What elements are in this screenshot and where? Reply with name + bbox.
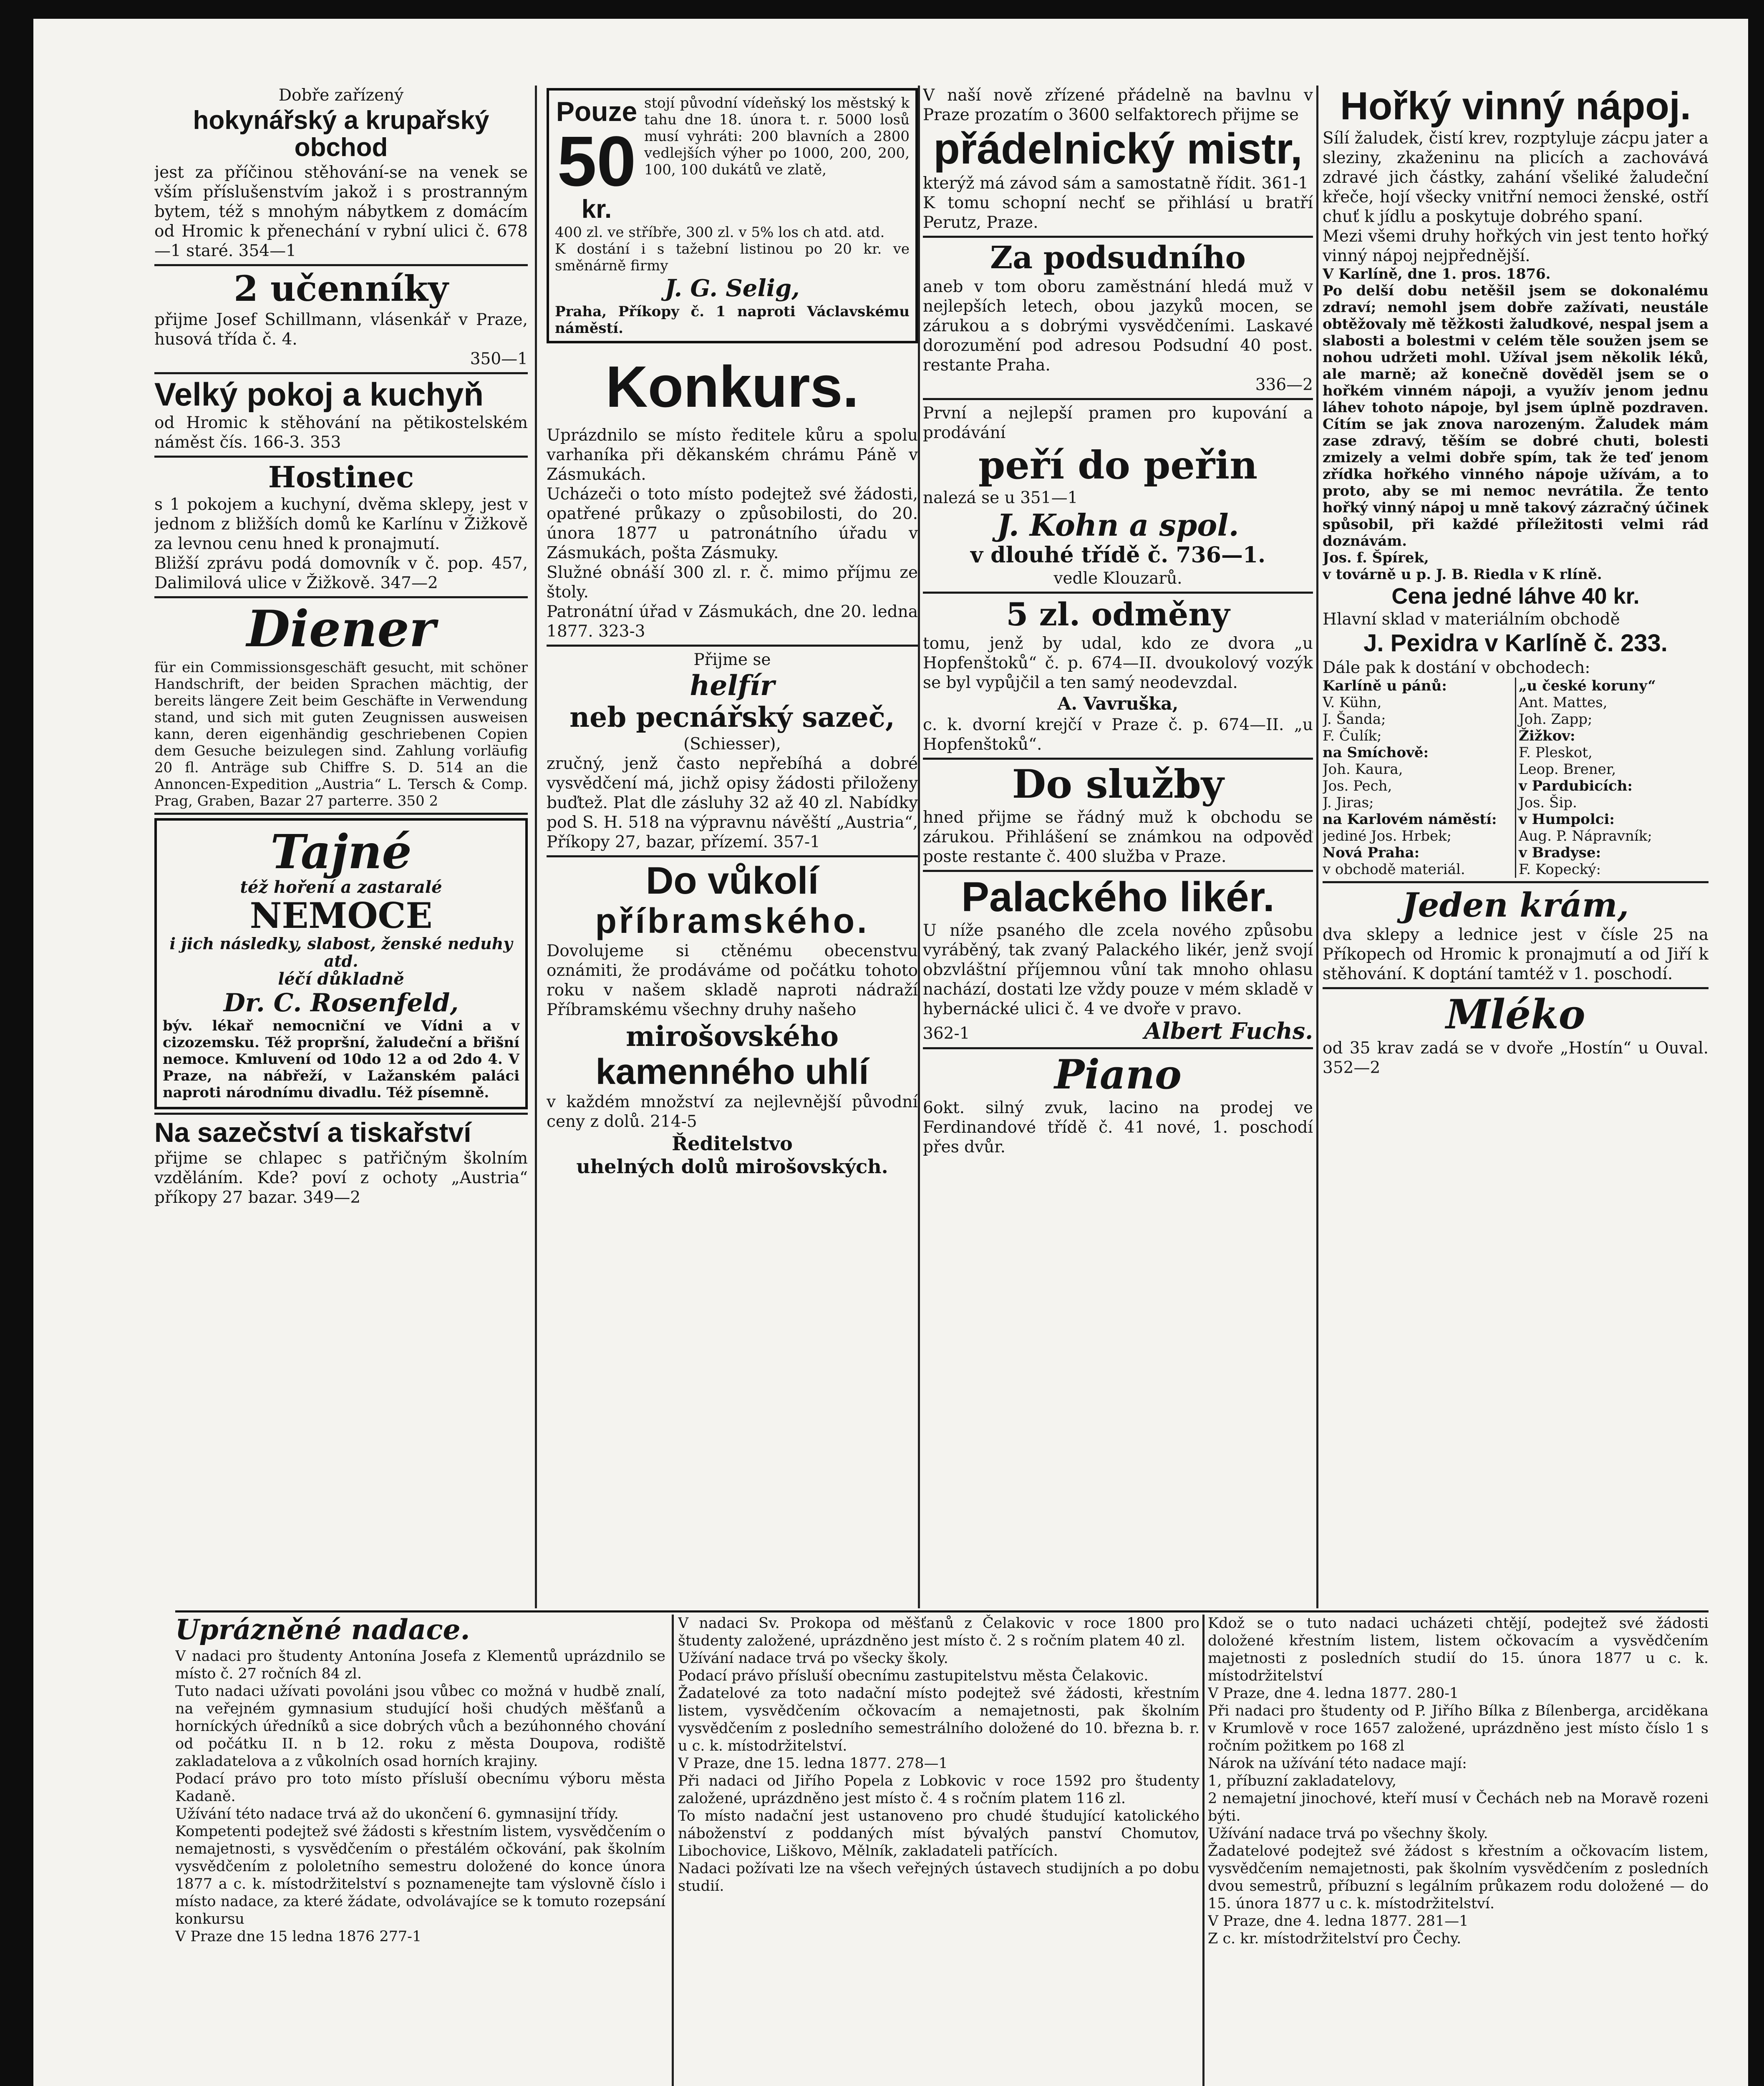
ad-text: vedle Klouzarů. [1053, 569, 1182, 588]
ad-text: V naší nově zřízené přádelně na bavlnu v Praze prozatím o 3600 selfaktorech přijme se [923, 86, 1313, 124]
right-border [1748, 0, 1764, 2086]
ad-headline: Hořký vinný nápoj. [1340, 86, 1691, 128]
nadace-text: Užívání nadace trvá po všecky školy. [678, 1650, 948, 1667]
nadace-column-3 [1208, 1615, 1709, 2086]
ad-peri [923, 403, 1313, 589]
list-item: J. Jiras; [1323, 794, 1374, 811]
ad-number: 350—1 [470, 349, 528, 368]
ad-text: jest za příčinou stěhování-se na venek se vším příslušenstvím jakož i s prostranným bytem, též s mnohým nábytkem z domácím od Hromic k přenechání v rybní ulici č. 678—1 staré. 354—1 [154, 163, 528, 261]
ad-text: Sílí žaludek, čistí krev, rozptyluje zácpu jater a sleziny, zkaženinu na plicích a zachovává zdravé jich částky, zahání všeliké žaludeční křeče, hojí všecky vnitřní nemoci ženské, ostří chuť k jídlu a poskytuje dobrého spaní. [1323, 128, 1709, 226]
seller-list [1323, 678, 1709, 878]
ad-headline: Konkurs. [605, 353, 859, 419]
ad-hokynarsky [154, 86, 528, 261]
ad-text: od 35 krav zadá se v dvoře „Hostín“ u Ouval. 352—2 [1323, 1038, 1709, 1077]
ad-headline: Velký pokoj a kuchyň [154, 375, 484, 413]
ad-signature: Albert Fuchs. [1144, 1018, 1313, 1045]
ad-tajne-nemoce [154, 818, 528, 1109]
ad-text: hned přijme se řádný muž k obchodu se zárukou. Přihlášení se známkou na odpověď poste restante č. 400 služba v Praze. [923, 808, 1313, 867]
nadace-date: V Praze, dne 4. ledna 1877. 281—1 [1208, 1913, 1469, 1930]
ad-ucenniky [154, 270, 528, 368]
ad-number: 336—2 [1255, 375, 1313, 394]
top-border [0, 0, 1764, 19]
nadace-date: V Praze, dne 4. ledna 1877. 280-1 [1208, 1685, 1459, 1702]
column-4 [1323, 86, 1709, 1606]
list-item: F. Kopecký: [1519, 861, 1601, 878]
lottery-price: 50 [557, 122, 636, 201]
ad-text: dva sklepy a lednice jest v čísle 25 na Příkopech od Hromic k pronajmutí a od Jiří k stěhování. K doptání tamtéž v 1. poschodí. [1323, 925, 1709, 984]
nadace-text: 2 nemajetní jinochové, kteří musí v Čechách neb na Moravě rozeni býti. [1208, 1790, 1709, 1824]
ad-text: 6okt. silný zvuk, lacino na prodej ve Ferdinandové třídě č. 41 nové, 1. poschodí přes dvůr. [923, 1098, 1313, 1157]
nadace-signature: Z c. kr. místodržitelství pro Čechy. [1208, 1930, 1462, 1947]
ad-text: Bližší zprávu podá domovník v č. pop. 457, Dalimilová ulice v Žižkově. 347—2 [154, 554, 528, 593]
ad-headline: 2 učenníky [234, 268, 449, 310]
ad-date: V Karlíně, dne 1. pros. 1876. [1323, 265, 1551, 282]
column-rule [535, 86, 537, 1608]
ad-sluzby [923, 763, 1313, 867]
list-item: Karlíně u pánů: [1323, 678, 1447, 695]
ad-address: v dlouhé třídě č. 736—1. [970, 542, 1266, 568]
ad-headline: Hostinec [268, 460, 414, 495]
ad-uhli [547, 861, 918, 1177]
nadace-text: Podací právo přísluší obecnímu zastupitelstvu města Čelakovic. [678, 1668, 1149, 1684]
ad-napoj [1323, 86, 1709, 878]
ad-headline: helfír [690, 669, 775, 702]
ad-firm: J. Kohn a spol. [997, 507, 1239, 543]
ad-text: aneb v tom oboru zaměstnání hledá muž v nejlepších letech, obou jazyků mocen, se zárukou a s dobrými vysvědčeními. Laskavé dorozumění pod adresou Podsudní 40 post. restante Praha. [923, 277, 1313, 375]
ad-helfir [547, 650, 918, 852]
list-item: Aug. P. Nápravník; [1519, 828, 1652, 845]
list-item: F. Pleskot, [1519, 744, 1593, 761]
ad-headline: hokynářský a krupařský obchod [193, 106, 489, 162]
ad-headline: Na sazečství a tiskařství [154, 1116, 471, 1148]
ad-text: K tomu schopní nechť se přihlásí u bratří Perutz, Praze. [923, 194, 1313, 232]
nadace-text: Podací právo pro toto místo přísluší obecnímu výboru města Kadaně. [175, 1770, 665, 1805]
ad-text: kterýž má závod sám a samostatně řídit. 361-1 [923, 174, 1308, 193]
ad-firm: J. G. Selig, [665, 275, 800, 302]
nadace-text: Při nadaci pro študenty od P. Jiřího Bílka z Bílenberga, arciděkana v Krumlově v roce 1657 založené, uprázdněno jest místo číslo 1 s ročním požitkem po 168 zl [1208, 1703, 1709, 1754]
ad-intro: Přijme se [693, 650, 771, 669]
ad-signature: Jos. f. Špírek, [1323, 549, 1429, 566]
column-rule [1316, 86, 1318, 1608]
ad-headline: Za podsudního [990, 240, 1246, 276]
column-2 [547, 86, 918, 1606]
list-item: Joh. Zapp; [1519, 711, 1593, 728]
list-item: na Smíchově: [1323, 744, 1429, 761]
list-item: J. Šanda; [1323, 711, 1386, 728]
seller-list-right [1516, 678, 1709, 878]
ad-text: stojí původní vídeňský los městský k tahu dne 18. února t. r. 5000 losů musí vyhráti: 200 blavních a 2800 vedlejších výher po 1000, 200, 200, 100, 100 dukátů ve zlatě, [644, 95, 910, 178]
lottery-currency: kr. [581, 195, 612, 224]
ad-address: Praha, Příkopy č. 1 naproti Václavskému náměstí. [555, 303, 910, 337]
ad-headline: Mléko [1446, 991, 1585, 1038]
ad-headline: Do služby [1012, 761, 1224, 807]
ad-text: nalezá se u 351—1 [923, 488, 1078, 507]
list-item: V. Kühn, [1323, 694, 1382, 711]
ad-text: für ein Commissionsgeschäft gesucht, mit schöner Handschrift, der beiden Sprachen mächtig, der bereits längere Zeit beim Geschäfte in Verwendung stand, und sich mit guten Zeugnissen ausweisen kann, deren eigenhändig geschriebenen Copien dem Gesuche beizulegen sind. Zahlung vorläufig 20 fl. Anträge sub Chiffre S. D. 514 an die Annoncen-Expedition „Austria“ L. Tersch & Comp. Prag, Graben, Bazar 27 parterre. 350 2 [154, 659, 528, 810]
ad-text: Ucházeči o toto místo podejtež své žádosti, opatřené průkazy o způsobilosti, do 20. února 1877 u patronátního úřadu v Zásmukách, pošta Zásmuky. [547, 484, 918, 562]
ad-piano [923, 1053, 1313, 1157]
list-item: jediné Jos. Hrbek; [1323, 828, 1452, 845]
list-item: v Bradyse: [1519, 844, 1601, 862]
ad-hostinec [154, 461, 528, 593]
list-item: v Humpolci: [1519, 811, 1615, 828]
ad-headline: neb pecnářský sazeč, [570, 701, 895, 734]
list-item: Jos. Šip. [1519, 794, 1577, 811]
ad-headline: Palackého likér. [961, 874, 1275, 921]
ad-signature: uhelných dolů mirošovských. [576, 1155, 888, 1178]
ad-headline: 5 zl. odměny [1006, 596, 1230, 633]
ad-text: K dostání i s tažební listinou po 20 kr. ve směnárně firmy [555, 241, 910, 274]
ad-firm: J. Pexidra v Karlíně č. 233. [1363, 630, 1668, 657]
nadace-text: 1, příbuzní zakladatelovy, [1208, 1773, 1397, 1789]
ad-headline: Tajné [270, 825, 412, 880]
ad-text: býv. lékař nemocniční ve Vídni a v cizozemsku. Též propršní, žaludeční a břišní nemoce. Kmluvení od 10do 12 a od 2do 4. V Praze, na nábřeží, v Lažanském paláci naproti národnímu divadlu. Též písemně. [163, 1017, 519, 1101]
ad-text: přijme se chlapec s patřičným školním vzděláním. Kde? poví z ochoty „Austria“ příkopy 27 bazar. 349—2 [154, 1149, 528, 1207]
ad-headline: přádelnický mistr, [933, 125, 1303, 173]
column-rule [918, 86, 920, 1608]
ad-headline: příbramského. [595, 901, 869, 941]
ad-headline: Do vůkolí [645, 859, 819, 902]
column-3 [923, 86, 1313, 1606]
left-border [0, 0, 33, 2086]
ad-subline: léčí důkladně [278, 969, 404, 989]
list-item: „u české koruny“ [1519, 678, 1656, 695]
nadace-date: V Praze dne 15 ledna 1876 277-1 [175, 1928, 422, 1945]
ad-text: tomu, jenž by udal, kdo ze dvora „u Hopfenštoků“ č. p. 674—II. dvoukolový vozýk se byl vypůjčil a ten samý neodevzdal. [923, 634, 1313, 692]
list-item: v Pardubicích: [1519, 778, 1633, 795]
ad-sazecstvi [154, 1118, 528, 1207]
list-item: na Karlovém náměstí: [1323, 811, 1497, 828]
nadace-column-2 [678, 1615, 1200, 2086]
ad-price: Cena jedné láhve 40 kr. [1391, 583, 1640, 609]
nadace-text: V nadaci pro študenty Antonína Josefa z Klementů uprázdnilo se místo č. 27 ročních 84 zl. [175, 1648, 665, 1682]
ad-text: zručný, jenž často nepřebíhá a dobré vysvědčení má, jichž opisy žádosti přiloženy buďtež. Plat dle zásluhy 32 až 40 zl. Nabídky pod S. H. 518 na výpravnu návěští „Austria“, Příkopy 27, bazar, přízemí. 357-1 [547, 754, 918, 852]
ad-text: c. k. dvorní krejčí v Praze č. p. 674—II. „u Hopfenštoků“. [923, 715, 1313, 754]
ad-headline: NEMOCE [249, 894, 433, 936]
ad-headline: Piano [1054, 1051, 1182, 1098]
ad-pokoj [154, 375, 528, 453]
list-item: Nová Praha: [1323, 844, 1420, 862]
ad-text: 400 zl. ve stříbře, 300 zl. v 5% los ch atd. atd. [555, 224, 885, 241]
ad-intro: Dobře zařízený [278, 86, 404, 105]
ad-text: Patronátní úřad v Zásmukách, dne 20. ledna 1877. 323-3 [547, 602, 918, 641]
nadace-text: V nadaci Sv. Prokopa od měšťanů z Čelakovic v roce 1800 pro študenty založené, uprázdněno jest místo č. 2 s ročním platem 40 zl. [678, 1615, 1200, 1649]
ad-text: Uprázdnilo se místo ředitele kůru a spolu varhaníka při děkanském chrámu Páně v Zásmukách. [547, 426, 918, 484]
ad-headline: peří do peřin [978, 442, 1258, 488]
ad-signature: v továrně u p. J. B. Riedla v K rlíně. [1323, 566, 1602, 583]
ad-konkurs [547, 353, 918, 641]
ad-text: od Hromic k stěhování na pětikostelském náměst čís. 166-3. 353 [154, 413, 528, 452]
ad-subline: též hoření a zastaralé [240, 877, 442, 897]
ad-text: s 1 pokojem a kuchyní, dvěma sklepy, jest v jednom z bližších domů ke Karlínu v Žižkově za levnou cenu hned k pronajmutí. [154, 495, 528, 554]
ad-number: 362-1 [923, 1024, 970, 1043]
section-rule [175, 1610, 1709, 1612]
ad-signature: Ředitelstvo [672, 1132, 793, 1155]
nadace-text: Kompetenti podejtež své žádosti s křestním listem, vysvědčením o nemajetnosti, s vysvědčením o přestálém očkování, pak školním vysvědčením z pololetního semestru doložené do konce února 1877 a c. k. místodržitelství s poznamenejte tam výslovně číslo i místo nadace, za které žádate, odvolávajíce se k tomuto rozepsání konkursu [175, 1823, 665, 1927]
nadace-date: V Praze, dne 15. ledna 1877. 278—1 [678, 1755, 948, 1772]
section-title: Uprázněné nadace. [175, 1615, 470, 1646]
ad-signature: A. Vavruška, [1057, 693, 1179, 714]
column-rule [1202, 1615, 1205, 2086]
ad-doctor: Dr. C. Rosenfeld, [223, 988, 459, 1018]
nadace-text: Užívání nadace trvá po všechny školy. [1208, 1825, 1488, 1842]
ad-odmeny [923, 597, 1313, 754]
list-item: Ant. Mattes, [1519, 694, 1608, 711]
column-rule [672, 1615, 674, 2086]
ad-text: přijme Josef Schillmann, vlásenkář v Praze, husová třída č. 4. [154, 310, 528, 349]
ad-headline: kamenného uhlí [595, 1052, 869, 1092]
ad-podsudni [923, 241, 1313, 394]
ad-subline: i jich následky, slabost, ženské neduhy atd. [169, 934, 513, 970]
ad-headline: Jeden krám, [1402, 885, 1629, 925]
lottery-pouze: Pouze [556, 96, 638, 127]
ad-text: (Schiesser), [683, 734, 781, 753]
list-item: Joh. Kaura, [1323, 761, 1403, 778]
ad-text: Dovolujeme si ctěnému obecenstvu oznámiti, že prodáváme od počátku tohoto roku v našem skladě naproti nádraží Příbramskému všechny druhy našeho [547, 941, 918, 1019]
ad-text: Služné obnáší 300 zl. r. č. mimo příjmu ze štoly. [547, 563, 918, 602]
ad-text: U níže psaného dle zcela nového způsobu vyráběný, tak zvaný Palackého likér, jenž svojí obzvláštní příjemnou vůní tak mnoho ohlasu nachází, dostati lze vždy pouze v mém skladě v hybernácké ulici č. 4 ve dvoře v pravo. [923, 921, 1313, 1019]
column-1 [154, 86, 528, 1606]
seller-list-left [1323, 678, 1516, 878]
ad-text: Dále pak k dostání v obchodech: [1323, 658, 1590, 678]
ad-diener [154, 602, 528, 809]
ad-text: První a nejlepší pramen pro kupování a prodávání [923, 403, 1313, 442]
list-item: v obchodě materiál. [1323, 861, 1465, 878]
ad-text: Hlavní sklad v materiálním obchodě [1323, 610, 1620, 629]
nadace-column-1 [175, 1615, 665, 2086]
ad-headline: mirošovského [625, 1020, 839, 1053]
ad-testimonial: Po delší dobu netěšil jsem se dokonalému zdraví; nemohl jsem dobře zažívati, neustále obtěžovaly mě těžkosti žaludkové, nespal jsem a slabosti a bolestmi v celém těle soužen jsem se nohou udržeti mohl. Užíval jsem několik léků, ale marně; až konečně dověděl jsem se o hořkém vinném nápoji, a využív jenom jednu láhev tohoto nápoje, byl jsem úplně pozdraven. Cítím se jak znova narozeným. Žaludek mám zase zdravý, těším se dobré chuti, bolesti zmizely a velmi dobře spím, tak že teď jenom zřídka hořkého vinného nápoje užívám, a to proto, aby se mi nemoc nevrátila. Že tento hořký vinný nápoj u mně takový zázračný účinek spůsobil, při každé příležitosti velmi rád doznávám. [1323, 282, 1709, 549]
ad-mleko [1323, 993, 1709, 1078]
ad-lottery [547, 88, 918, 343]
nadace-text: Tuto nadaci užívati povoláni jsou vůbec co možná v hudbě znalí, na veřejném gymnasium studující hoši chudých měšťanů a horníckých úředníků a sice dobrých vůch a bezúhonného chování od počátku II. n b 12. roku z města Doupova, rodiště zakladatelova a z vůkolních osad horních krajiny. [175, 1683, 665, 1770]
nadace-text: Kdož se o tuto nadaci ucházeti chtějí, podejtež své žádosti doložené křestním listem, listem očkovacím a vysvědčením majetnosti z posledních studií do 15. února 1877 u c. k. místodržitelství [1208, 1615, 1709, 1684]
ad-text: v každém množství za nejlevnější původní ceny z dolů. 214-5 [547, 1093, 918, 1131]
list-item: Leop. Brener, [1519, 761, 1616, 778]
ad-kram [1323, 887, 1709, 984]
list-item: Jos. Pech, [1323, 778, 1392, 795]
nadace-text: Užívání této nadace trvá až do ukončení 6. gymnasijní třídy. [175, 1805, 619, 1822]
nadace-text: Žadatelové za toto nadační místo podejtež své žádosti, křestním listem, vysvědčením očkovacím a nemajetnosti, pak školním vysvědčením z posledního semestrálního doložené do 10. března b. r. u c. k. místodržitelství. [678, 1685, 1200, 1754]
nadace-text: Žadatelové podejtež své žádost s křestním a očkovacím listem, vysvědčením nemajetnosti, pak školním vysvědčením z posledních dvou semestrů, příbuzní s legálním průkazem rodu doložené — do 15. února 1877 u c. k. místodržitelství. [1208, 1843, 1709, 1912]
list-item: Žižkov: [1519, 728, 1575, 745]
nadace-text: Nárok na užívání této nadace mají: [1208, 1755, 1467, 1772]
nadace-text: Nadaci požívati lze na všech veřejných ústavech studijních a po dobu studií. [678, 1860, 1200, 1895]
ad-mistr [923, 86, 1313, 232]
ad-text: Mezi všemi druhy hořkých vin jest tento hořký vinný nápoj nejpřednější. [1323, 227, 1709, 265]
nadace-text: To místo nadační jest ustanoveno pro chudé študující katolického náboženství z poddaných míst bývalých panství Chomutov, Libochovice, Liškovo, Mělník, zakladateli patřících. [678, 1808, 1200, 1859]
ad-liker [923, 875, 1313, 1043]
list-item: F. Čulík; [1323, 728, 1382, 745]
nadace-text: Při nadaci od Jiřího Popela z Lobkovic v roce 1592 pro študenty založené, uprázdněno jest místo č. 4 s ročním platem 116 zl. [678, 1773, 1200, 1807]
ad-headline: Diener [247, 600, 436, 659]
